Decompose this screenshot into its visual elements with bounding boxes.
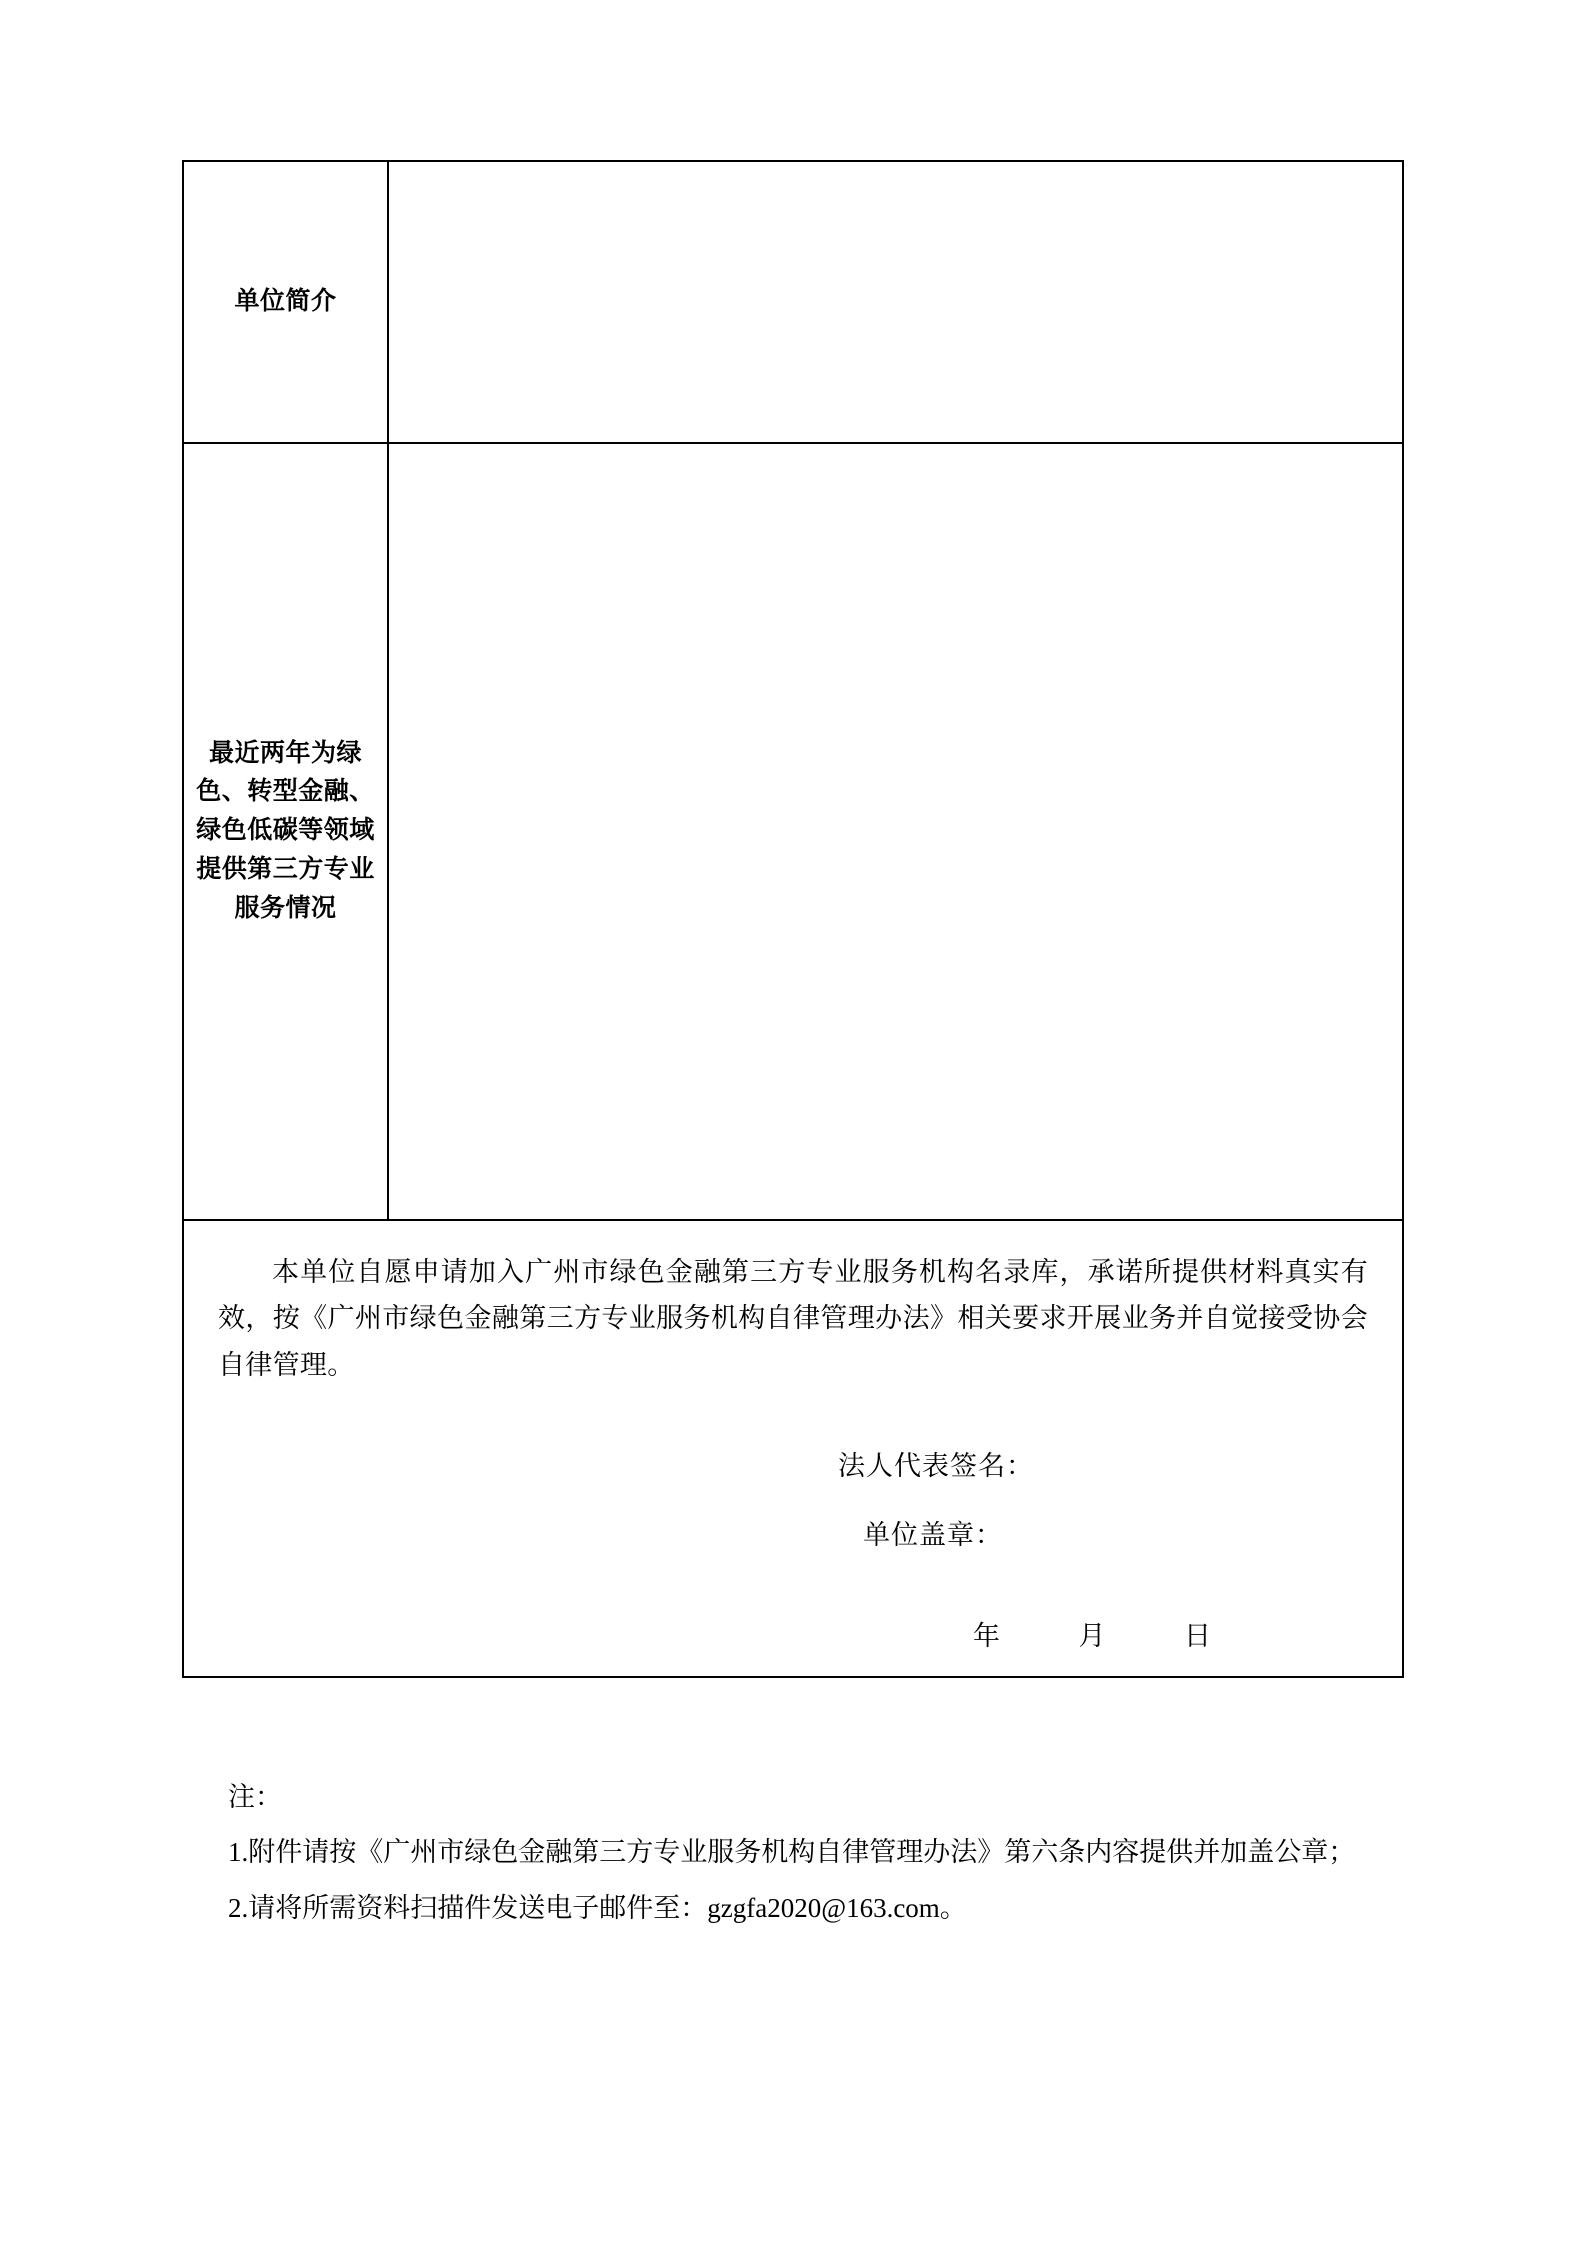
- row-value-company-brief[interactable]: [388, 161, 1403, 443]
- note-item-2: 2.请将所需资料扫描件发送电子邮件至：gzgfa2020@163.com。: [228, 1892, 967, 1923]
- notes-title: 注：: [228, 1782, 282, 1812]
- declaration-cell: [183, 1220, 1403, 1677]
- date-year-label: 年: [973, 1621, 1001, 1652]
- declaration-wrapper: [184, 1221, 1402, 1676]
- table-row-service-record: [183, 443, 1403, 1220]
- row-value-service-record[interactable]: [388, 443, 1403, 1220]
- date-line: [218, 1614, 1368, 1653]
- row-label-company-brief: 单位简介: [183, 161, 388, 443]
- company-seal-label: 单位盖章：: [863, 1520, 1003, 1551]
- legal-representative-signature-label: 法人代表签名：: [838, 1451, 1034, 1482]
- table-row-company-brief: [183, 161, 1403, 443]
- date-month-label: 月: [1078, 1621, 1107, 1652]
- row-label-service-record: 最近两年为绿色、转型金融、绿色低碳等领域提供第三方专业服务情况: [183, 443, 388, 1220]
- application-form-table: [182, 160, 1404, 1678]
- table-row-declaration: [183, 1220, 1403, 1677]
- date-day-label: 日: [1184, 1621, 1212, 1652]
- declaration-text: 本单位自愿申请加入广州市绿色金融第三方专业服务机构名录库，承诺所提供材料真实有效，按《广州市绿色金融第三方专业服务机构自律管理办法》相关要求开展业务并自觉接受协会自律管理。: [218, 1257, 1368, 1380]
- note-item-1: 1.附件请按《广州市绿色金融第三方专业服务机构自律管理办法》第六条内容提供并加盖公章；: [228, 1837, 1356, 1868]
- notes-section: [228, 1770, 1358, 1936]
